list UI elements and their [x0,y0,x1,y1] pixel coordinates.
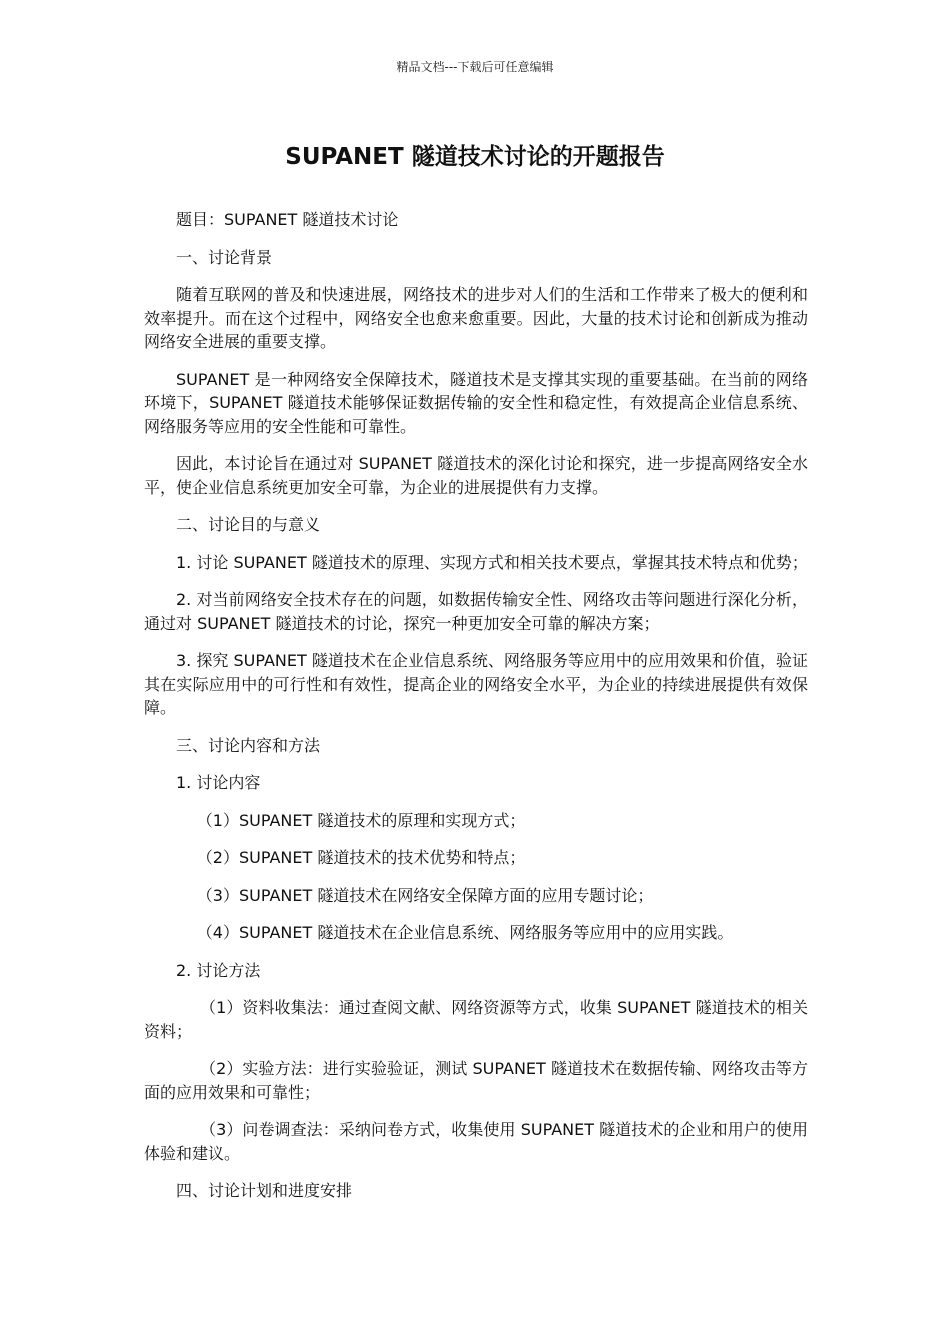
section-heading-background: 一、讨论背景 [176,247,273,267]
content-item-3: （3）SUPANET 隧道技术在网络安全保障方面的应用专题讨论； [196,885,654,905]
header-note: 精品文档---下载后可任意编辑 [396,60,554,74]
content-item-1: （1）SUPANET 隧道技术的原理和实现方式； [196,810,526,830]
subheading-method: 2. 讨论方法 [176,960,261,980]
document-body [144,208,808,1217]
subheading-content: 1. 讨论内容 [176,773,261,792]
paragraph-background-1: 随着互联网的普及和快速进展，网络技术的进步对人们的生活和工作带来了极大的便利和效率提升。而在这个过程中，网络安全也愈来愈重要。因此，大量的技术讨论和创新成为推动网络安全进展的重要支撑。 [144,285,808,351]
document-title: SUPANET 隧道技术讨论的开题报告 [285,144,665,170]
method-item-3: （3）问卷调查法：采纳问卷方式，收集使用 SUPANET 隧道技术的企业和用户的使用体验和建议。 [144,1120,808,1163]
section-heading-purpose: 二、讨论目的与意义 [176,515,321,534]
purpose-item-3: 3. 探究 SUPANET 隧道技术在企业信息系统、网络服务等应用中的应用效果和价值，验证其在实际应用中的可行性和有效性，提高企业的网络安全水平，为企业的持续进展提供有效保障。 [144,651,808,717]
paragraph-background-2: SUPANET 是一种网络安全保障技术，隧道技术是支撑其实现的重要基础。在当前的网络环境下，SUPANET 隧道技术能够保证数据传输的安全性和稳定性，有效提高企业信息系统、网络服务等应用的安全性能和可靠性。 [144,369,808,436]
purpose-item-2: 2. 对当前网络安全技术存在的问题，如数据传输安全性、网络攻击等问题进行深化分析，通过对 SUPANET 隧道技术的讨论，探究一种更加安全可靠的解决方案； [144,590,808,633]
topic-line: 题目：SUPANET 隧道技术讨论 [176,210,399,229]
content-item-4: （4）SUPANET 隧道技术在企业信息系统、网络服务等应用中的应用实践。 [196,923,734,942]
section-heading-plan: 四、讨论计划和进度安排 [176,1181,353,1200]
purpose-item-1: 1. 讨论 SUPANET 隧道技术的原理、实现方式和相关技术要点，掌握其技术特点和优势； [176,552,808,572]
method-item-2: （2）实验方法：进行实验验证，测试 SUPANET 隧道技术在数据传输、网络攻击等方面的应用效果和可靠性； [144,1059,808,1102]
content-item-2: （2）SUPANET 隧道技术的技术优势和特点； [196,848,526,867]
method-item-1: （1）资料收集法：通过查阅文献、网络资源等方式，收集 SUPANET 隧道技术的相关资料； [144,998,808,1041]
paragraph-background-3: 因此，本讨论旨在通过对 SUPANET 隧道技术的深化讨论和探究，进一步提高网络安全水平，使企业信息系统更加安全可靠，为企业的进展提供有力支撑。 [144,454,808,497]
section-heading-content-method: 三、讨论内容和方法 [176,735,321,755]
